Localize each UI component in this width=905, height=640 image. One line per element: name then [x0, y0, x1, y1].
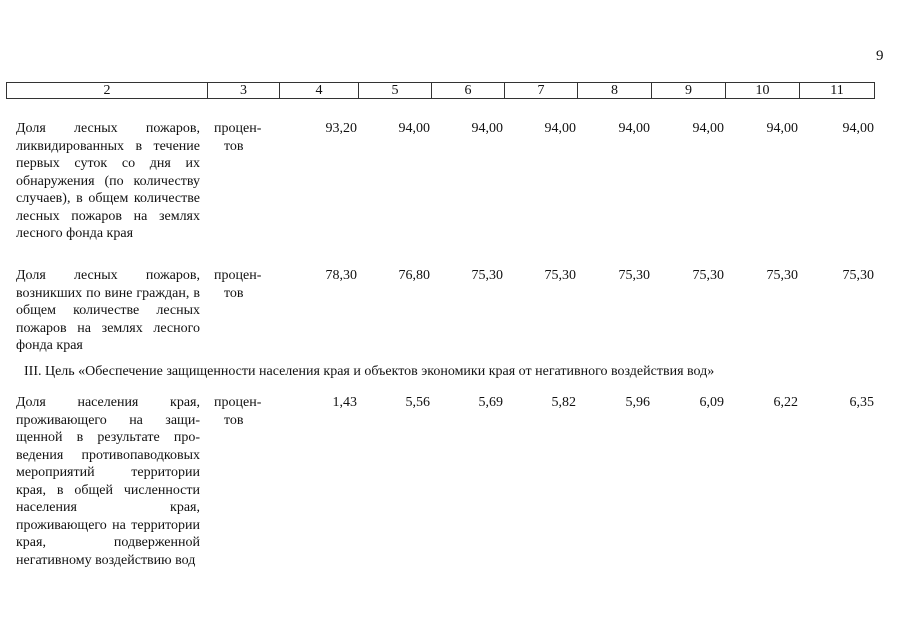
column-number-header [6, 82, 875, 99]
row-unit [214, 394, 272, 429]
row-unit [214, 267, 272, 302]
value-cell: 75,30 [618, 268, 650, 283]
row-description: Доля населения края, проживающего на защищенной в результате проведения противопаводковых мероприятий территории края, в общей численности населения края, проживающего на территории края, подверженной негативному воздействию вод [16, 395, 200, 568]
value-cell: 75,30 [692, 268, 724, 283]
value-cell: 75,30 [842, 268, 874, 283]
row-description: Доля лесных пожаров, ликвидированных в течение первых суток со дня их обнаружения (по количеству случаев), в общем количестве лесных пожаров на землях лесного фонда края [16, 121, 200, 241]
value-cell: 5,82 [551, 395, 576, 410]
unit-line-1: процен- [214, 121, 262, 136]
value-cell: 76,80 [398, 268, 430, 283]
value-cell: 94,00 [471, 121, 503, 136]
value-cell: 94,00 [398, 121, 430, 136]
value-cell: 6,35 [849, 395, 874, 410]
value-cell: 75,30 [544, 268, 576, 283]
header-col-11: 11 [800, 83, 875, 99]
value-cell: 75,30 [471, 268, 503, 283]
value-cell: 6,22 [773, 395, 798, 410]
unit-line-1: процен- [214, 395, 262, 410]
row-description: Доля лесных пожаров, возникших по вине граждан, в общем количестве лесных пожаров на землях лесного фонда края [16, 268, 200, 353]
header-col-2: 2 [7, 83, 208, 99]
value-cell: 6,09 [699, 395, 724, 410]
value-cell: 94,00 [544, 121, 576, 136]
section-title: III. Цель «Обеспечение защищенности населения края и объектов экономики края от негативного воздействия вод» [24, 364, 715, 379]
value-cell: 94,00 [618, 121, 650, 136]
value-cell: 5,96 [625, 395, 650, 410]
value-cell: 93,20 [325, 121, 357, 136]
value-cell: 94,00 [842, 121, 874, 136]
header-col-10: 10 [726, 83, 800, 99]
header-col-8: 8 [578, 83, 652, 99]
header-col-9: 9 [652, 83, 726, 99]
value-cell: 5,69 [478, 395, 503, 410]
header-col-7: 7 [505, 83, 578, 99]
unit-line-1: процен- [214, 268, 262, 283]
unit-line-2: тов [224, 412, 244, 428]
value-cell: 78,30 [325, 268, 357, 283]
value-cell: 94,00 [766, 121, 798, 136]
header-col-3: 3 [208, 83, 280, 99]
value-cell: 1,43 [332, 395, 357, 410]
unit-line-2: тов [224, 138, 244, 154]
value-cell: 75,30 [766, 268, 798, 283]
header-col-5: 5 [359, 83, 432, 99]
value-cell: 5,56 [405, 395, 430, 410]
header-col-4: 4 [280, 83, 359, 99]
unit-line-2: тов [224, 285, 244, 301]
row-unit [214, 120, 272, 155]
header-col-6: 6 [432, 83, 505, 99]
value-cell: 94,00 [692, 121, 724, 136]
page-number: 9 [876, 48, 884, 64]
